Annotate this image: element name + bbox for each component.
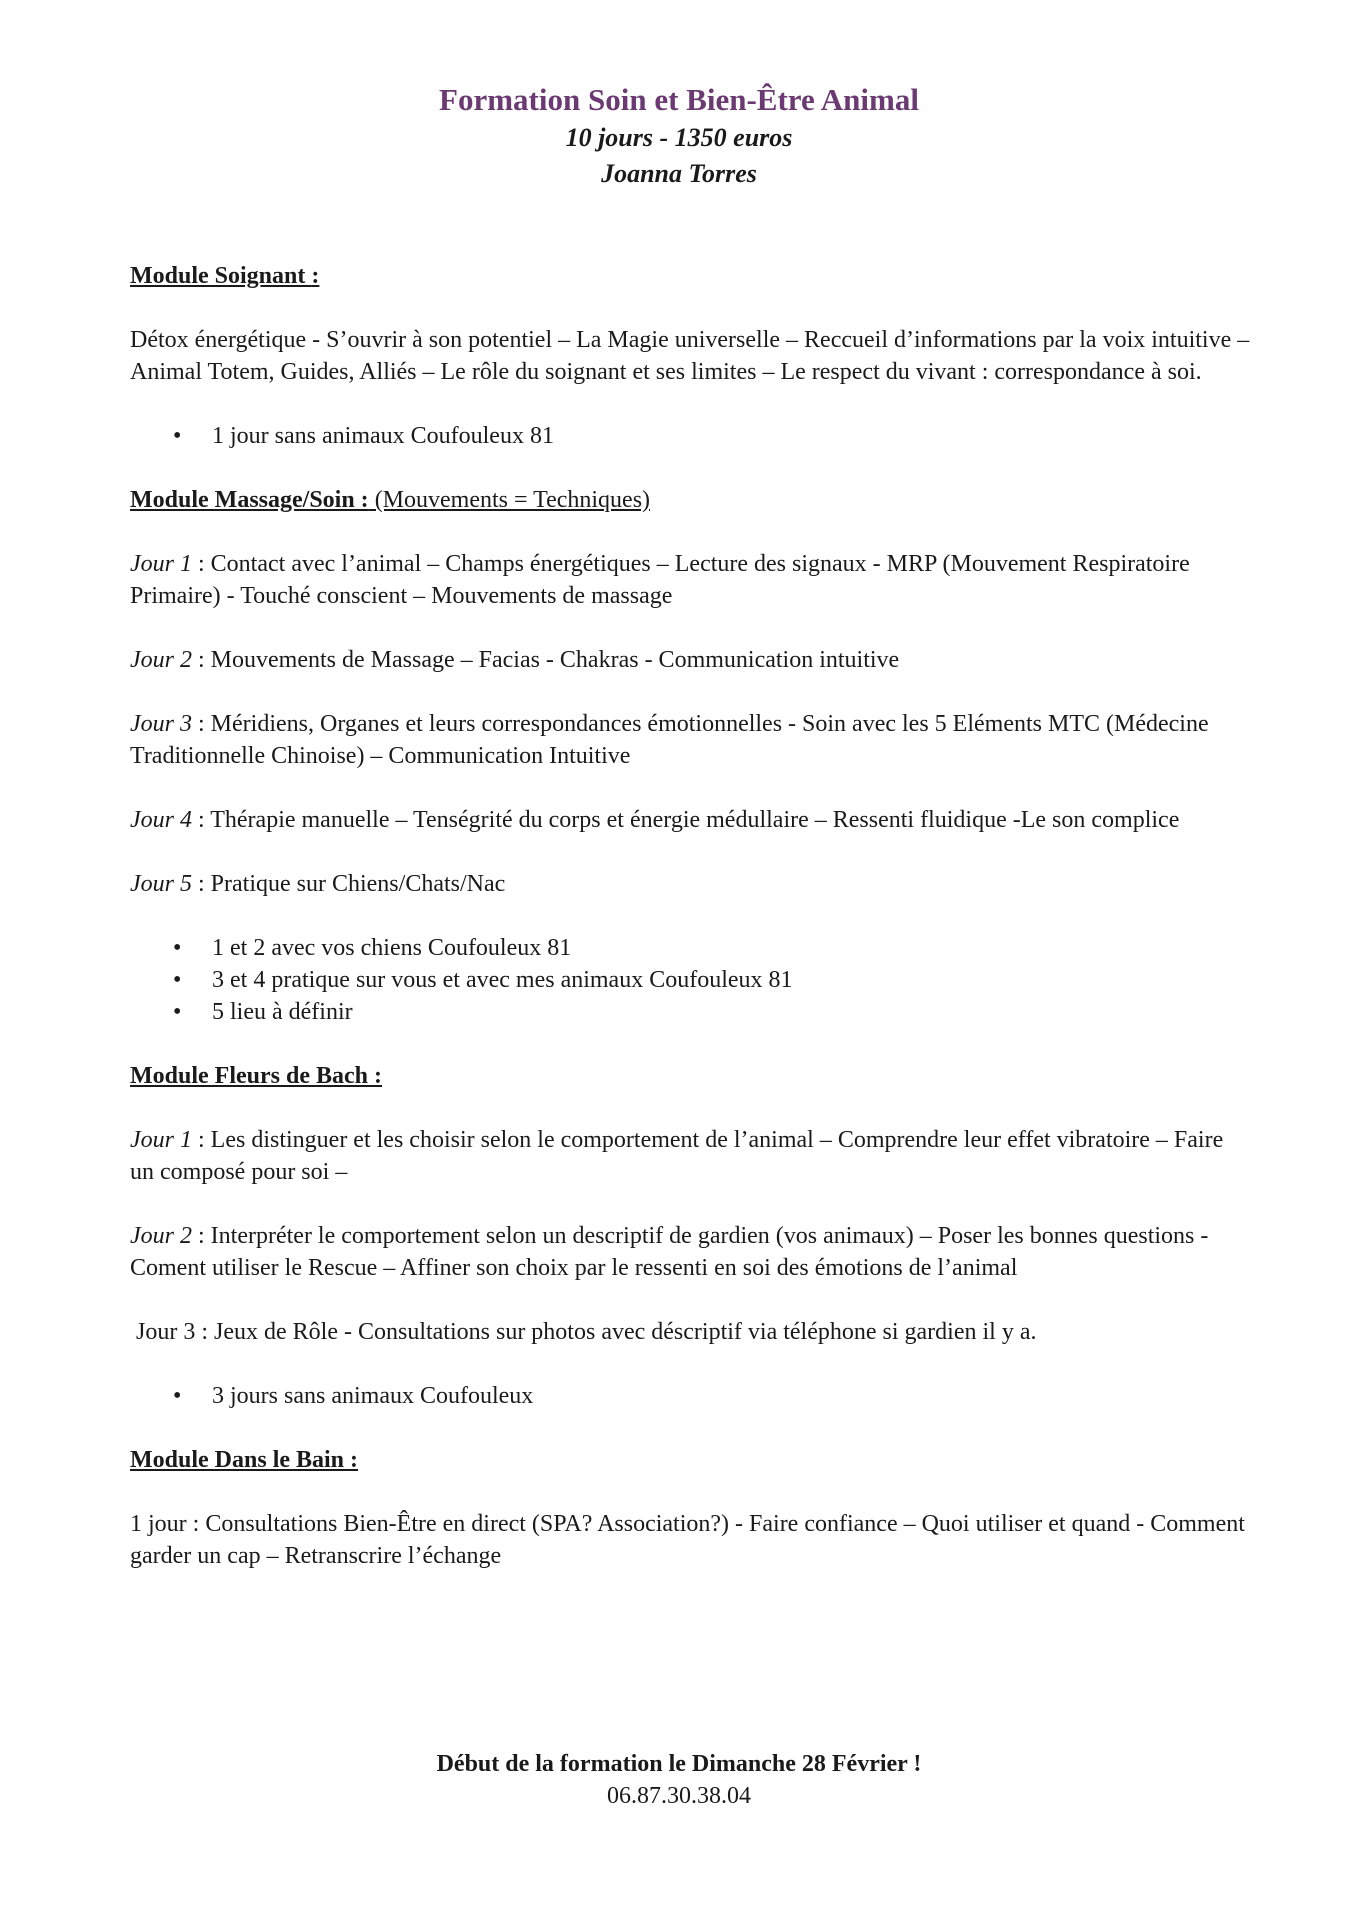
day-text: : Thérapie manuelle – Tenségrité du corps et énergie médullaire – Ressenti fluidique -Le son complice xyxy=(192,807,1180,833)
massage-day-4 xyxy=(130,804,1250,836)
module-massage-title xyxy=(130,484,1250,516)
module-soignant-title xyxy=(130,260,1250,292)
day-label: Jour 1 xyxy=(130,1127,192,1153)
module-soignant-title-colon: : xyxy=(311,263,320,289)
list-item: • 3 jours sans animaux Coufouleux xyxy=(212,1380,1250,1412)
day-text: : Pratique sur Chiens/Chats/Nac xyxy=(192,871,506,897)
module-soignant-title-text: Module Soignant xyxy=(130,263,312,289)
phone-number: 06.87.30.38.04 xyxy=(607,1783,751,1809)
module-bain-text: 1 jour : Consultations Bien-Être en direct (SPA? Association?) - Faire confiance – Quoi utiliser et quand - Comment garder un cap – Retranscrire l’échange xyxy=(130,1511,1245,1569)
author-name: Joanna Torres xyxy=(601,159,757,188)
module-bain-title: Module Dans le Bain : xyxy=(130,1447,359,1473)
list-item: • 5 lieu à définir xyxy=(212,996,1250,1028)
module-bach-title: Module Fleurs de Bach : xyxy=(130,1063,382,1089)
day-text: : Interpréter le comportement selon un descriptif de gardien (vos animaux) – Poser les bonnes questions - Coment utiliser le Rescue – Affiner son choix par le ressenti en soi des émotions de l’animal xyxy=(130,1223,1209,1281)
module-massage-note: (Mouvements = Techniques) xyxy=(368,487,651,513)
document-title: Formation Soin et Bien-Être Animal xyxy=(439,82,919,117)
document-body xyxy=(130,260,1250,1604)
day-text: : Les distinguer et les choisir selon le comportement de l’animal – Comprendre leur effet vibratoire – Faire un composé pour soi – xyxy=(130,1127,1224,1185)
massage-day-2 xyxy=(130,644,1250,676)
list-item: • 1 jour sans animaux Coufouleux 81 xyxy=(212,420,1250,452)
day-label: Jour 2 xyxy=(130,647,192,673)
day-label: Jour 1 xyxy=(130,551,192,577)
day-label: Jour 2 xyxy=(130,1223,192,1249)
day-text: : Mouvements de Massage – Facias - Chakras - Communication intuitive xyxy=(192,647,900,673)
duration-price: 10 jours - 1350 euros xyxy=(565,123,793,152)
module-massage-title-text: Module Massage/Soin : xyxy=(130,487,369,513)
day-text: : Contact avec l’animal – Champs énergétiques – Lecture des signaux - MRP (Mouvement Respiratoire Primaire) - Touché conscient – Mouvements de massage xyxy=(130,551,1190,609)
bach-day-1 xyxy=(130,1124,1250,1188)
module-massage-bullets xyxy=(130,932,1250,1028)
day-text: : Méridiens, Organes et leurs correspondances émotionnelles - Soin avec les 5 Eléments MTC (Médecine Traditionnelle Chinoise) – Communication Intuitive xyxy=(130,711,1209,769)
module-soignant-bullets xyxy=(130,420,1250,452)
list-item: • 3 et 4 pratique sur vous et avec mes animaux Coufouleux 81 xyxy=(212,964,1250,996)
bach-day-2 xyxy=(130,1220,1250,1284)
document-footer xyxy=(0,1748,1358,1812)
list-item: • 1 et 2 avec vos chiens Coufouleux 81 xyxy=(212,932,1250,964)
day-label: Jour 4 xyxy=(130,807,192,833)
module-soignant-text: Détox énergétique - S’ouvrir à son potentiel – La Magie universelle – Reccueil d’informations par la voix intuitive – Animal Totem, Guides, Alliés – Le rôle du soignant et ses limites – Le respect du vivant : correspondance à soi. xyxy=(130,327,1250,385)
day-label: Jour 3 xyxy=(130,711,192,737)
bach-day-3: Jour 3 : Jeux de Rôle - Consultations sur photos avec déscriptif via téléphone si gardien il y a. xyxy=(136,1319,1037,1345)
massage-day-3 xyxy=(130,708,1250,772)
start-date: Début de la formation le Dimanche 28 Février ! xyxy=(436,1751,922,1777)
day-label: Jour 5 xyxy=(130,871,192,897)
massage-day-1 xyxy=(130,548,1250,612)
massage-day-5 xyxy=(130,868,1250,900)
document-header xyxy=(0,80,1358,192)
module-bach-bullets xyxy=(130,1380,1250,1412)
